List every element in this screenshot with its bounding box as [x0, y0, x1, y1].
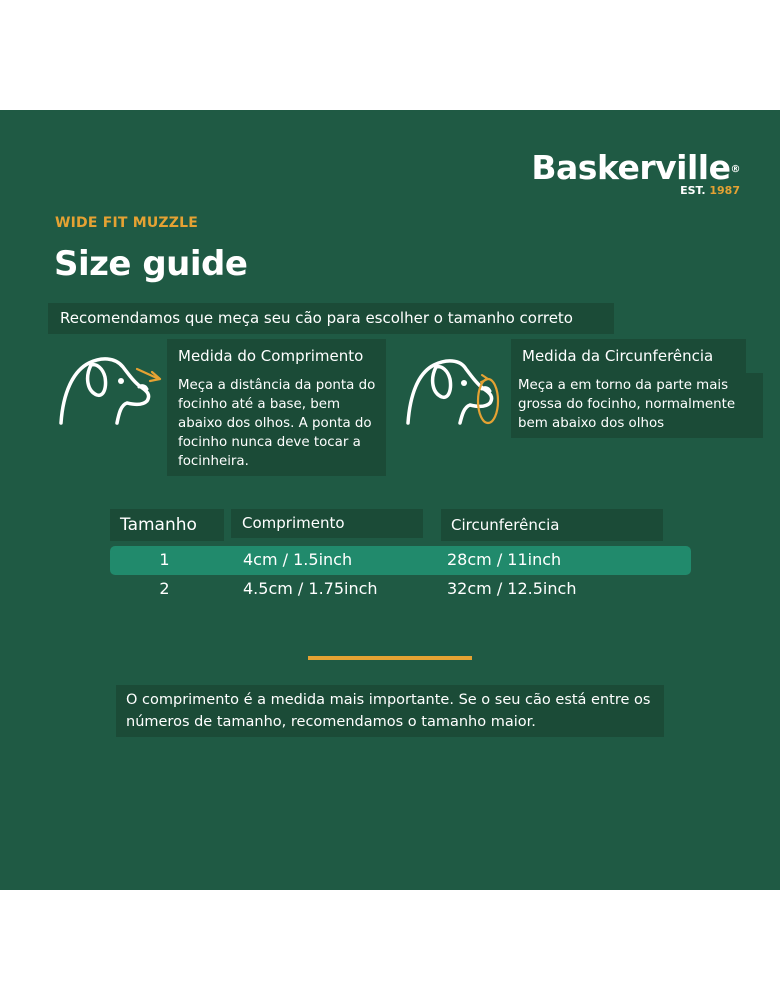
recommendation-text: Recomendamos que meça seu cão para escolher o tamanho correto — [48, 303, 614, 334]
brand-established: EST. 1987 — [680, 184, 740, 197]
registered-mark: ® — [730, 164, 740, 175]
length-measure-title: Medida do Comprimento — [167, 339, 386, 373]
table-cell-length: 4cm / 1.5inch — [243, 550, 353, 569]
table-cell-circumference: 32cm / 12.5inch — [447, 579, 577, 598]
footer-note: O comprimento é a medida mais importante. Se o seu cão está entre os números de tamanho, recomendamos o tamanho maior. — [116, 685, 664, 737]
table-header-size: Tamanho — [110, 509, 224, 541]
table-header-circumference: Circunferência — [441, 509, 663, 541]
dog-head-length-arrow-icon — [55, 343, 167, 427]
table-cell-circumference: 28cm / 11inch — [447, 550, 562, 569]
accent-divider — [308, 656, 472, 660]
length-measure-description: Meça a distância da ponta do focinho até a base, bem abaixo dos olhos. A ponta do focinho nunca deve tocar a focinheira. — [167, 373, 386, 476]
table-cell-size: 2 — [159, 579, 170, 598]
dog-head-circumference-loop-icon — [404, 345, 504, 429]
table-header-length: Comprimento — [231, 509, 423, 538]
brand-logo — [531, 150, 740, 197]
brand-wordmark: Baskerville® — [531, 148, 740, 187]
circumference-measure-title: Medida da Circunferência — [511, 339, 746, 373]
circumference-measure-description: Meça a em torno da parte mais grossa do focinho, normalmente bem abaixo dos olhos — [511, 373, 763, 438]
table-cell-length: 4.5cm / 1.75inch — [243, 579, 378, 598]
page-title: Size guide — [54, 244, 248, 284]
product-name: WIDE FIT MUZZLE — [55, 215, 198, 231]
size-guide-panel — [0, 110, 780, 890]
table-cell-size: 1 — [159, 550, 170, 569]
